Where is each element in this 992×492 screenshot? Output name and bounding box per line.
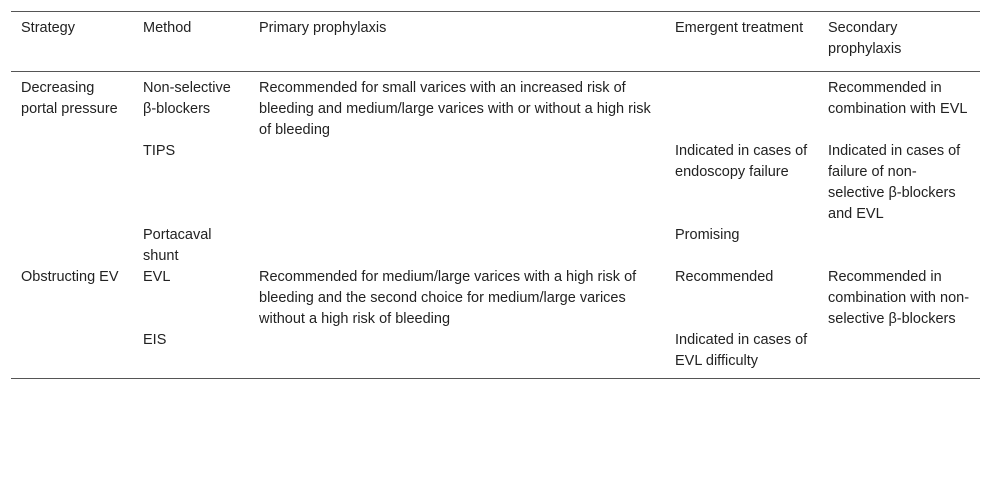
cell-strategy bbox=[11, 141, 133, 225]
header-secondary-prophylaxis: Secondary prophylaxis bbox=[828, 20, 902, 57]
cell-secondary: Recommended in combination with EVL bbox=[828, 80, 968, 117]
cell-method: Non-selective β-blockers bbox=[143, 80, 231, 117]
table-header bbox=[11, 12, 980, 72]
cell-primary bbox=[249, 141, 665, 225]
header-method: Method bbox=[143, 20, 192, 36]
table-row bbox=[11, 330, 980, 379]
header-primary-prophylaxis: Primary prophylaxis bbox=[259, 20, 387, 36]
cell-strategy: Obstructing EV bbox=[21, 269, 119, 285]
cell-method: Portacaval shunt bbox=[143, 227, 212, 264]
cell-secondary: Indicated in cases of failure of non-selective β-blockers and EVL bbox=[828, 143, 961, 222]
cell-emergent: Recommended bbox=[675, 269, 774, 285]
cell-strategy bbox=[11, 330, 133, 379]
header-emergent-treatment: Emergent treatment bbox=[675, 20, 804, 36]
cell-primary: Recommended for medium/large varices with a high risk of bleeding and the second choice for medium/large varices without a high risk of bleeding bbox=[259, 269, 637, 327]
cell-secondary bbox=[818, 225, 980, 267]
cell-emergent bbox=[665, 72, 818, 142]
cell-primary bbox=[249, 330, 665, 379]
cell-emergent: Indicated in cases of endoscopy failure bbox=[675, 143, 808, 180]
header-strategy: Strategy bbox=[21, 20, 75, 36]
header-row bbox=[11, 12, 980, 72]
table-body bbox=[11, 72, 980, 379]
cell-method: EIS bbox=[143, 332, 167, 348]
table-row bbox=[11, 267, 980, 330]
prophylaxis-table bbox=[11, 11, 980, 379]
table-row bbox=[11, 225, 980, 267]
cell-method: TIPS bbox=[143, 143, 176, 159]
cell-primary: Recommended for small varices with an increased risk of bleeding and medium/large varices with or without a high risk of bleeding bbox=[259, 80, 651, 138]
cell-secondary bbox=[818, 330, 980, 379]
cell-strategy bbox=[11, 225, 133, 267]
table-row bbox=[11, 72, 980, 142]
prophylaxis-table-container bbox=[11, 11, 980, 379]
cell-emergent: Promising bbox=[675, 227, 740, 243]
cell-primary bbox=[249, 225, 665, 267]
cell-strategy: Decreasing portal pressure bbox=[21, 80, 118, 117]
cell-method: EVL bbox=[143, 269, 171, 285]
table-row bbox=[11, 141, 980, 225]
cell-secondary: Recommended in combination with non-selective β-blockers bbox=[828, 269, 970, 327]
cell-emergent: Indicated in cases of EVL difficulty bbox=[675, 332, 808, 369]
